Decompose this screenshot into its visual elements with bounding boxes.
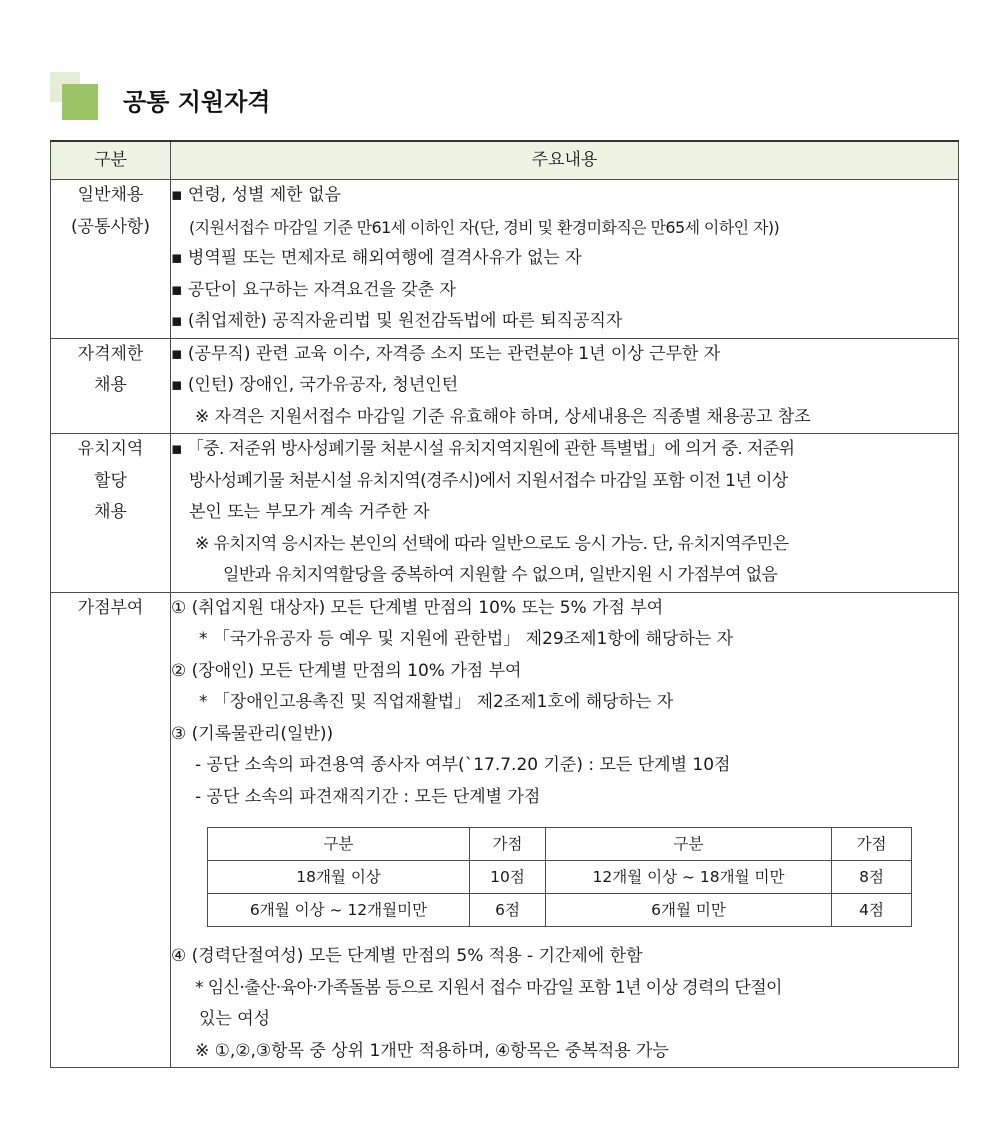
content-line: ※ 유치지역 응시자는 본인의 선택에 따라 일반으로도 응시 가능. 단, 유치지역주민은 xyxy=(195,533,789,554)
content-line: ▪ (공무직) 관련 교육 이수, 자격증 소지 또는 관련분야 1년 이상 근무한 자 xyxy=(171,343,721,364)
content-line: * 「국가유공자 등 예우 및 지원에 관한법」 제29조제1항에 해당하는 자 xyxy=(199,629,734,649)
section-title-area xyxy=(50,72,450,124)
row-content-general xyxy=(171,180,959,339)
content-line: ▪ 공단이 요구하는 자격요건을 갖춘 자 xyxy=(171,279,456,300)
table-row xyxy=(51,434,959,593)
subtable-cell: 18개월 이상 xyxy=(208,861,470,894)
category-line: 자격제한 xyxy=(77,343,144,364)
category-line: 유치지역 xyxy=(77,439,144,459)
table-row xyxy=(51,338,959,434)
content-line: ▪ 「중. 저준위 방사성폐기물 처분시설 유치지역지원에 관한 특별법」에 의거 중. 저준위 xyxy=(171,439,795,459)
category-line: 가점부여 xyxy=(77,597,144,618)
header-content: 주요내용 xyxy=(171,141,959,180)
subtable-header-cell: 구분 xyxy=(208,828,470,861)
row-category-general xyxy=(51,180,171,339)
content-line: 본인 또는 부모가 계속 거주한 자 xyxy=(189,502,430,522)
row-category-bonus-points xyxy=(51,592,171,1068)
subtable-cell: 8점 xyxy=(832,861,912,894)
subtable-header-cell: 가점 xyxy=(832,828,912,861)
content-line: ③ (기록물관리(일반)) xyxy=(171,723,334,744)
subtable-header-cell: 가점 xyxy=(470,828,546,861)
content-line: - 공단 소속의 파견재직기간 : 모든 단계별 가점 xyxy=(195,786,541,807)
subtable-cell: 6점 xyxy=(470,894,546,927)
content-line: ② (장애인) 모든 단계별 만점의 10% 가점 부여 xyxy=(171,660,522,681)
content-line: * 임신·출산·육아·가족돌봄 등으로 지원서 접수 마감일 포함 1년 이상 경력의 단절이 xyxy=(195,977,782,998)
category-line: 채용 xyxy=(94,375,127,395)
row-content-restricted xyxy=(171,338,959,434)
row-category-restricted xyxy=(51,338,171,434)
content-line: ※ ①,②,③항목 중 상위 1개만 적용하며, ④항목은 중복적용 가능 xyxy=(195,1040,669,1061)
table-row xyxy=(51,592,959,1068)
subtable-cell: 6개월 이상 ~ 12개월미만 xyxy=(208,894,470,927)
subtable-cell: 12개월 이상 ~ 18개월 미만 xyxy=(546,861,832,894)
subtable-row xyxy=(208,894,912,927)
subtable-header-cell: 구분 xyxy=(546,828,832,861)
content-line: ※ 자격은 지원서접수 마감일 기준 유효해야 하며, 상세내용은 직종별 채용공고 참조 xyxy=(195,406,811,427)
content-line: ▪ (취업제한) 공직자윤리법 및 원전감독법에 따른 퇴직공직자 xyxy=(171,311,623,331)
content-line: (지원서접수 마감일 기준 만61세 이하인 자(단, 경비 및 환경미화직은 만65세 이하인 자)) xyxy=(189,217,780,237)
content-line: ① (취업지원 대상자) 모든 단계별 만점의 10% 또는 5% 가점 부여 xyxy=(171,597,664,618)
subtable-cell: 4점 xyxy=(832,894,912,927)
category-line: 일반채용 xyxy=(77,185,144,205)
table-header-row xyxy=(51,141,959,180)
subtable-row xyxy=(208,861,912,894)
content-line: ▪ (인턴) 장애인, 국가유공자, 청년인턴 xyxy=(171,375,459,395)
content-line: - 공단 소속의 파견용역 종사자 여부(`17.7.20 기준) : 모든 단계별 10점 xyxy=(195,755,731,775)
category-line: 할당 xyxy=(94,470,127,491)
table-row xyxy=(51,180,959,339)
row-category-local-quota xyxy=(51,434,171,593)
subtable-cell: 10점 xyxy=(470,861,546,894)
content-line: ④ (경력단절여성) 모든 단계별 만점의 5% 적용 - 기간제에 한함 xyxy=(171,946,643,966)
page-title: 공통 지원자격 xyxy=(123,88,271,116)
title-decoration-green-square xyxy=(62,84,98,120)
row-content-bonus-points xyxy=(171,592,959,1068)
row-content-local-quota xyxy=(171,434,959,593)
content-line: 방사성폐기물 처분시설 유치지역(경주시)에서 지원서접수 마감일 포함 이전 1년 이상 xyxy=(189,470,788,491)
content-line: 있는 여성 xyxy=(199,1009,271,1029)
header-category: 구분 xyxy=(51,141,171,180)
category-line: (공통사항) xyxy=(71,216,150,237)
subtable-header-row xyxy=(208,828,912,861)
content-line: 일반과 유치지역할당을 중복하여 지원할 수 없으며, 일반지원 시 가점부여 없음 xyxy=(223,565,778,585)
category-line: 채용 xyxy=(94,502,127,522)
dispatch-period-points-table xyxy=(207,827,912,927)
content-line: ▪ 연령, 성별 제한 없음 xyxy=(171,185,341,205)
subtable-cell: 6개월 미만 xyxy=(546,894,832,927)
content-line: * 「장애인고용촉진 및 직업재활법」 제2조제1호에 해당하는 자 xyxy=(199,692,674,712)
content-line: ▪ 병역필 또는 면제자로 해외여행에 결격사유가 없는 자 xyxy=(171,248,582,268)
eligibility-table xyxy=(50,140,959,1068)
